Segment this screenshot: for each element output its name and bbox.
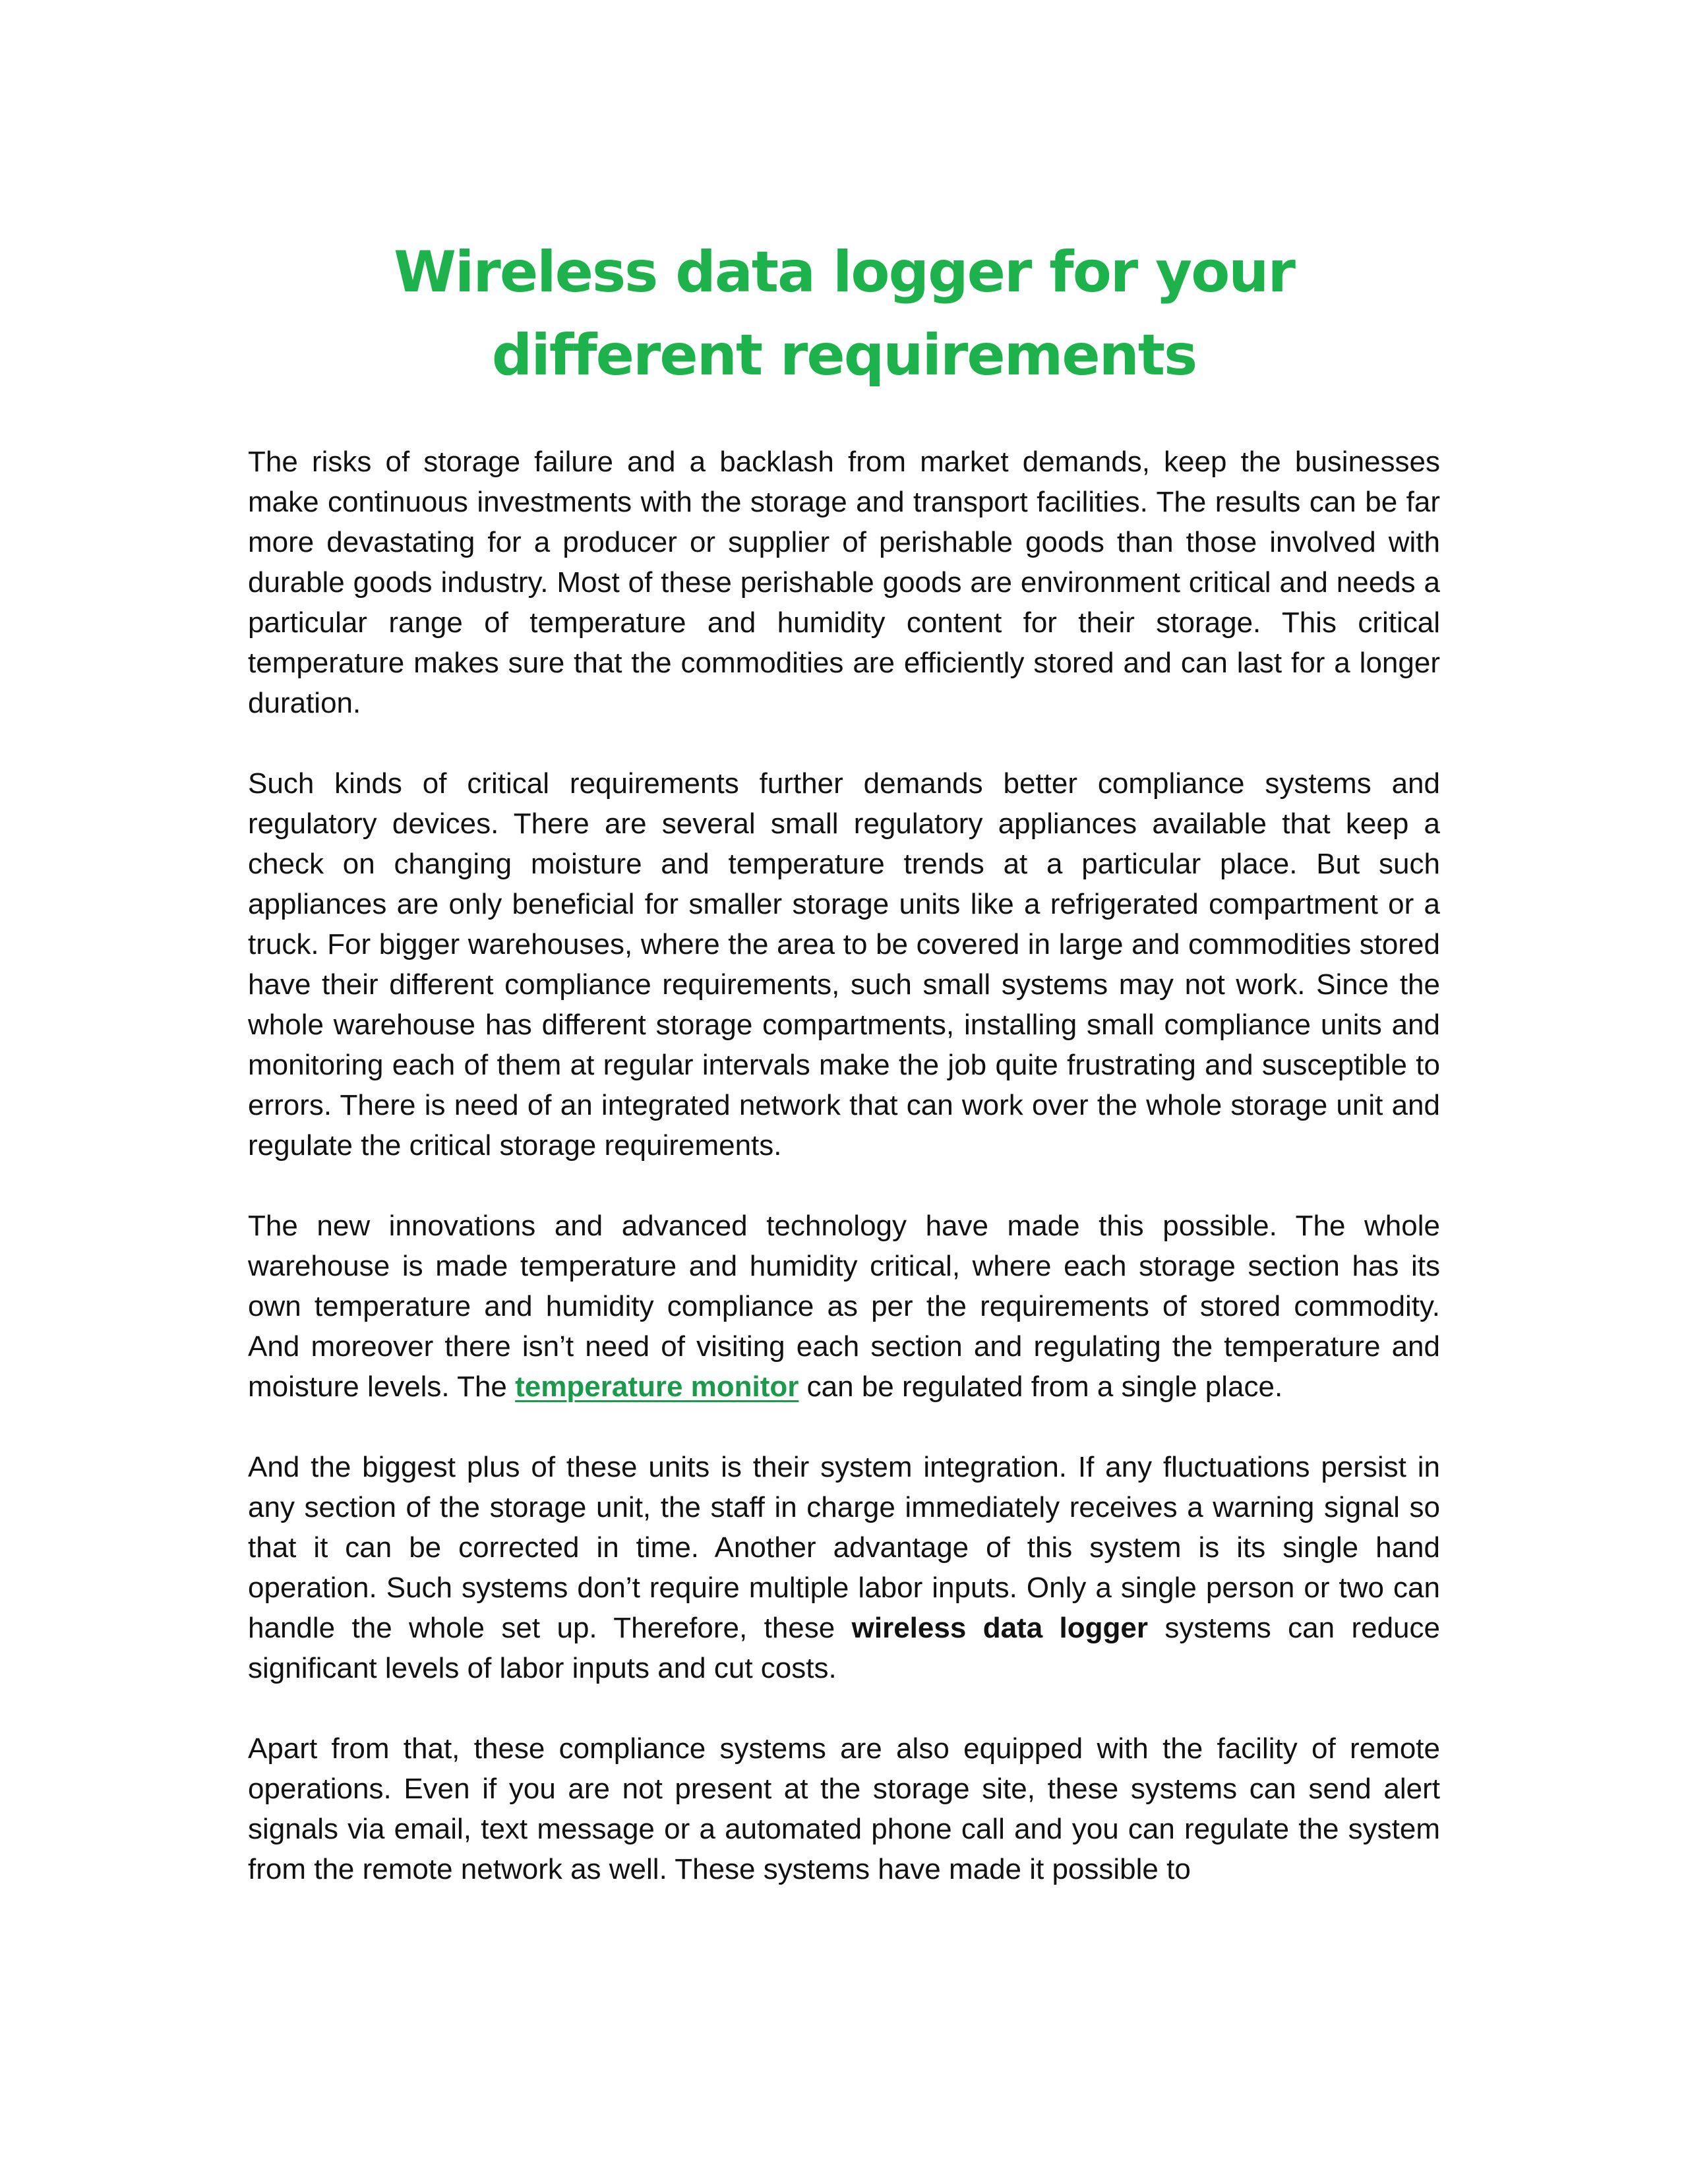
paragraph-compliance-requirements: Such kinds of critical requirements further demands better compliance systems and regulatory devices. There are several small regulatory appliances available that keep a check on changing moisture and temperature trends at a particular place. But such appliances are only beneficial for smaller storage units like a refrigerated compartment or a truck. For bigger warehouses, where the area to be covered in large and commodities stored have their different compliance requirements, such small systems may not work. Since the whole warehouse has different storage compartments, installing small compliance units and monitoring each of them at regular intervals make the job quite frustrating and susceptible to errors. There is need of an integrated network that can work over the whole storage unit and regulate the critical storage requirements. — [248, 767, 1440, 1162]
paragraph-text: systems can reduce significant levels of labor inputs and cut costs. — [248, 1612, 1440, 1684]
paragraph-text: The new innovations and advanced technology have made this possible. The whole warehouse is made temperature and humidity critical, where each storage section has its own temperature and humidity compliance as per the requirements of stored commodity. And moreover there isn’t need of visiting each section and regulating the temperature and moisture levels. The — [248, 1210, 1440, 1403]
wireless-data-logger-emphasis: wireless data logger — [851, 1612, 1149, 1644]
temperature-monitor-link[interactable]: temperature monitor — [515, 1371, 799, 1403]
paragraph-text: can be regulated from a single place. — [799, 1371, 1283, 1403]
paragraph-system-integration — [248, 1447, 1440, 1688]
paragraph-new-innovations — [248, 1206, 1440, 1407]
paragraph-remote-operations: Apart from that, these compliance systems are also equipped with the facility of remote operations. Even if you are not present at the storage site, these systems can send alert signals via email, text message or a automated phone call and you can regulate the system from the remote network as well. These systems have made it possible to — [248, 1732, 1440, 1885]
paragraph-storage-risks: The risks of storage failure and a backlash from market demands, keep the businesses make continuous investments with the storage and transport facilities. The results can be far more devastating for a producer or supplier of perishable goods than those involved with durable goods industry. Most of these perishable goods are environment critical and needs a particular range of temperature and humidity content for their storage. This critical temperature makes sure that the commodities are efficiently stored and can last for a longer duration. — [248, 446, 1440, 719]
document-title: Wireless data logger for your different requirements — [394, 239, 1294, 388]
document-body — [248, 442, 1440, 1889]
paragraph-text: And the biggest plus of these units is their system integration. If any fluctuations persist in any section of the storage unit, the staff in charge immediately receives a warning signal so that it can be corrected in time. Another advantage of this system is its single hand operation. Such systems don’t require multiple labor inputs. Only a single person or two can handle the whole set up. Therefore, these — [248, 1451, 1440, 1644]
